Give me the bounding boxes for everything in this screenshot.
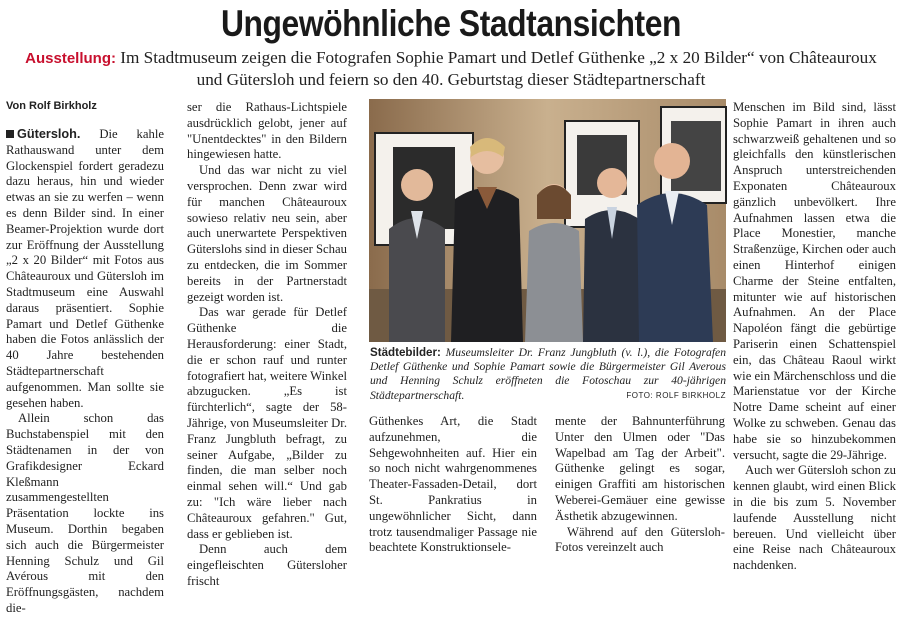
article-column-3 [369,414,537,556]
square-bullet-icon [6,130,14,138]
paragraph: Allein schon das Buchstabenspiel mit den Städtenamen in der von Grafikdesigner Eckard Kleßmann zusammengestellten Präsentation lockte ins Museum. Dorthin begaben sich auch die Bürgermeister Henning Schulz und Gil Avérous mit den Eröffnungsgästen, nachdem die- [6,411,164,615]
paragraph: Güthenkes Art, die Stadt aufzunehmen, die Sehgewohnheiten auf. Hier ein so noch nicht wahrgenommenes Theater-Fassaden-Detail, dort St. Pankratius in ungewöhnlicher Sicht, dann trotz tausendmaliger Passage nie beachtete Konstruktionsele- [369,414,537,555]
photo-group-portrait [369,99,726,342]
paragraph: Und das war nicht zu viel versprochen. Denn zwar wird für manchen Châteauroux sowieso relativ neu sein, aber auch unerwartete Perspektiven Güterslohs sind in dieser Schau zu entdecken, die im Sommer bereits in der Partnerstadt gezeigt worden ist. [187,163,347,304]
photo-caption [370,346,726,403]
article-column-4 [555,414,725,556]
paragraph: mente der Bahnunterführung Unter den Ulmen oder "Das Wapelbad am Tag der Arbeit". Güthenke gelingt es sogar, einigen Graffiti am historischen Weberei-Gemäuer eine gewisse Ästhetik abzugewinnen. [555,414,725,523]
kicker-label: Ausstellung: [25,50,116,67]
paragraph: Auch wer Gütersloh schon zu kennen glaubt, wird einen Blick in die bis zum 5. November laufende Ausstellung nicht bereuen. Und vielleicht über eine Reise nach Châteauroux nachdenken. [733,463,896,573]
author-byline: Von Rolf Birkholz [6,100,97,112]
article-column-2 [187,100,347,590]
caption-lead: Städtebilder: [370,346,441,359]
article-column-5 [733,100,896,574]
article-column-1 [6,127,164,617]
subheadline [20,47,882,90]
paragraph-intro [6,127,164,411]
subheadline-text: Im Stadtmuseum zeigen die Fotografen Sophie Pamart und Detlef Güthenke „2 x 20 Bilder“ von Châteauroux und Gütersloh und feiern so den 40. Geburtstag dieser Städtepartnerschaft [120,48,877,89]
paragraph: Menschen im Bild sind, lässt Sophie Pamart in ihren auch schwarzweiß gehaltenen und so gleichfalls den künstlerischen Anspruch unterstreichenden Exponaten Châteauroux gänzlich unbevölkert. Ihre Aufnahmen lassen etwa die Place Monestier, manche Straßenzüge, Kirchen oder auch einen Hinterhof einigen Charme der Steine entfalten, mitunter wie auf historischen Aufnahmen. An der Place Napoléon fängt die gebürtige Pariserin einen Schattenspiel ein, das Château Raoul wirkt wie ein Märchenschloss und die Marienstatue vor der Kirche Notre Dame scheint auf einer Wolke zu schweben. Genau das habe sie so hinzubekommen versucht, sagte die 29-Jährige. [733,100,896,462]
paragraph: ser die Rathaus-Lichtspiele ausdrücklich gelobt, jener auf "Unentdecktes" in den Bildern hingewiesen hatte. [187,100,347,162]
paragraph: Das war gerade für Detlef Güthenke die Herausforderung: einer Stadt, die er schon rauf und runter fotografiert hat, weitere Winkel abzugucken. „Es ist fürchterlich“, sagte der 58-Jährige, von Museumsleiter Dr. Franz Jungbluth befragt, zu seiner Aufgabe, „Bilder zu finden, die man selber noch einmal sehen will.“ Und gab zu: "Ich wäre lieber nach Châteauroux gefahren." Gut, dass er geblieben ist. [187,305,347,541]
caption-text: Museumsleiter Dr. Franz Jungbluth (v. l.), die Fotografen Detlef Güthenke und Sophie Pamart sowie die Bürgermeister Gil Averous und Henning Schulz eröffneten die Fotoschau zur 40-jährigen Städtepartnerschaft. [370,346,726,402]
photo-credit: FOTO: ROLF BIRKHOLZ [626,390,726,400]
headline: Ungewöhnliche Stadtansichten [220,3,682,44]
paragraph: Denn auch dem eingefleischten Gütersloher frischt [187,542,347,588]
intro-text: Die kahle Rathauswand unter dem Glockenspiel fordert geradezu dazu heraus, hin und wieder etwas an sie zu werfen – wenn es denn Bilder sind. In einer Beamer-Projektion wurde dort zur Eröffnung der Ausstellung „2 x 20 Bilder“ mit Fotos aus Châteauroux und Gütersloh im Stadtmuseum eine Auswahl daraus präsentiert. Sophie Pamart und Detlef Güthenke haben die Fotos anlässlich der 40 Jahre bestehenden Städtepartnerschaft aufgenommen. Man sollte sie gesehen haben. [6,127,164,410]
dateline: Gütersloh. [17,127,81,141]
photo-illustration [369,99,726,342]
paragraph: Während auf den Gütersloh-Fotos vereinzelt auch [555,524,725,555]
